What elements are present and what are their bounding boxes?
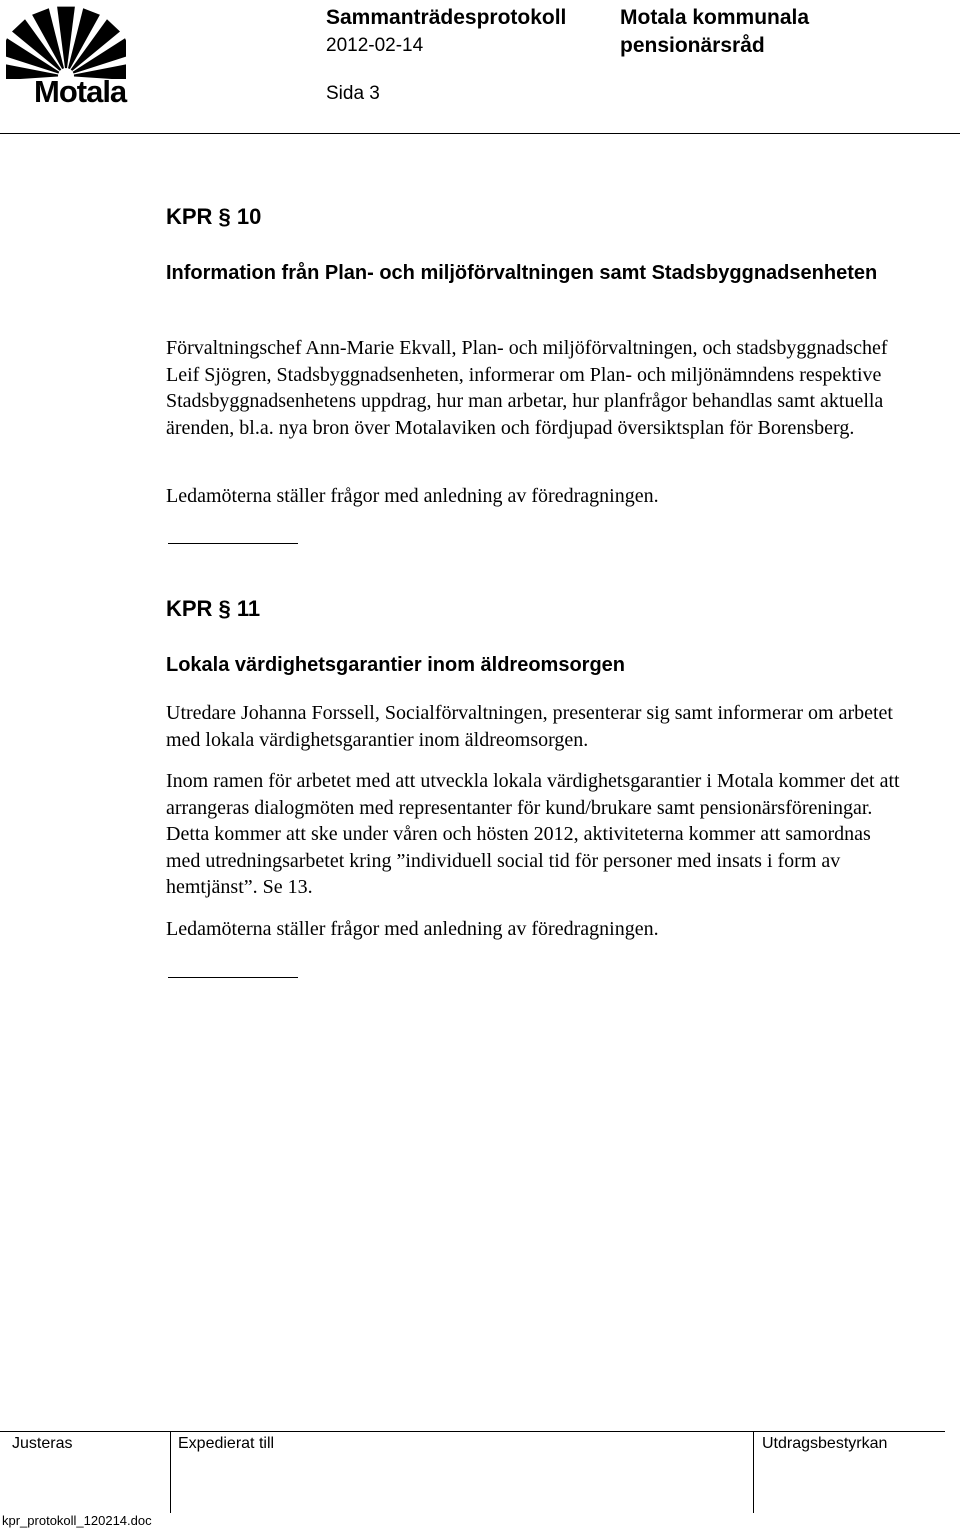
meeting-date: 2012-02-14 bbox=[326, 35, 424, 56]
section-id: KPR § 10 bbox=[166, 204, 262, 229]
motala-logo bbox=[6, 4, 127, 109]
section-id: KPR § 11 bbox=[166, 596, 261, 621]
sunburst-logo-icon bbox=[6, 4, 126, 79]
utdrag-label: Utdragsbestyrkan bbox=[762, 1435, 888, 1452]
organization-line-1: Motala kommunala bbox=[620, 6, 810, 29]
page-number: Sida 3 bbox=[326, 83, 380, 104]
section-divider bbox=[168, 977, 298, 978]
footer-column-divider bbox=[170, 1431, 171, 1513]
paragraph: Ledamöterna ställer frågor med anledning av föredragningen. bbox=[166, 485, 659, 507]
expedierat-label: Expedierat till bbox=[178, 1435, 275, 1452]
paragraph: Utredare Johanna Forssell, Socialförvaltningen, presenterar sig samt informerar om arbetet med lokala värdighetsgarantier inom äldreomsorgen. bbox=[166, 702, 893, 751]
paragraph: Ledamöterna ställer frågor med anledning av föredragningen. bbox=[166, 918, 659, 940]
file-name: kpr_protokoll_120214.doc bbox=[2, 1513, 152, 1528]
section-divider bbox=[168, 543, 298, 544]
logo-text: Motala bbox=[34, 74, 127, 109]
footer-column-divider bbox=[753, 1431, 754, 1513]
justeras-label: Justeras bbox=[12, 1435, 73, 1452]
header-rule bbox=[0, 133, 960, 134]
document-type: Sammanträdesprotokoll bbox=[326, 6, 567, 29]
paragraph: Förvaltningschef Ann-Marie Ekvall, Plan- och miljöförvaltningen, och stadsbyggnadschef Leif Sjögren, Stadsbyggnadsenheten, informerar om Plan- och miljönämndens respektive Stadsbyggnadsenhetens uppdrag, hur man arbetar, hur planfrågor behandlas samt aktuella ärenden, bl.a. nya bron över Motalaviken och fördjupad översiktsplan för Borensberg. bbox=[166, 337, 888, 439]
section-title: Lokala värdighetsgarantier inom äldreomsorgen bbox=[166, 654, 626, 676]
logo-rays bbox=[6, 7, 126, 79]
paragraph: Inom ramen för arbetet med att utveckla lokala värdighetsgarantier i Motala kommer det att arrangeras dialogmöten med representanter för kund/brukare samt pensionärsföreningar. Detta kommer att ske under våren och hösten 2012, aktiviteterna kommer att samordnas med utredningsarbetet kring ”individuell social tid för personer med insats i form av hemtjänst”. Se 13. bbox=[166, 770, 900, 898]
organization-line-2: pensionärsråd bbox=[620, 34, 765, 57]
footer-rule bbox=[0, 1431, 945, 1432]
section-title: Information från Plan- och miljöförvaltningen samt Stadsbyggnadsenheten bbox=[166, 262, 878, 284]
